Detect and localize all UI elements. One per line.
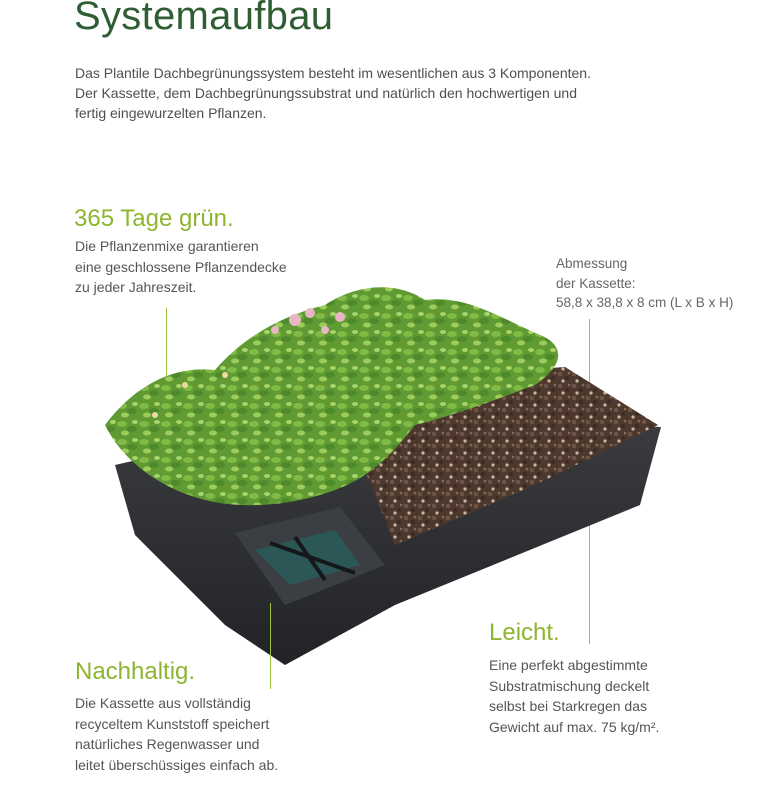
sustainable-line: Die Kassette aus vollständig (75, 695, 251, 711)
sustainable-line: leitet überschüssiges einfach ab. (75, 756, 279, 773)
sustainable-leader-line (270, 603, 271, 689)
light-line: Gewicht auf max. 75 kg/m². (489, 718, 660, 735)
green-line: eine geschlossene Pflanzendecke (75, 258, 287, 275)
green-line: Die Pflanzenmixe garantieren (75, 238, 259, 254)
intro-line: Das Plantile Dachbegrünungssystem besteht im wesentlichen aus 3 Komponenten. (75, 65, 591, 81)
dimensions-line: der Kassette: (556, 275, 636, 291)
light-line: selbst bei Starkregen das (489, 698, 647, 714)
sustainable-heading: Nachhaltig. (75, 658, 196, 685)
light-line: Substratmischung deckelt (489, 677, 650, 694)
light-text (489, 655, 659, 737)
green-line: zu jeder Jahreszeit. (75, 279, 197, 295)
page-title: Systemaufbau (74, 0, 334, 38)
dimensions-line: 58,8 x 38,8 x 8 cm (L x B x H) (556, 295, 734, 310)
dimensions-line: Abmessung (556, 256, 628, 271)
intro-text (75, 63, 635, 123)
intro-line: Der Kassette, dem Dachbegrünungssubstrat und natürlich den hochwertigen und (75, 85, 577, 101)
intro-line: fertig eingewurzelten Pflanzen. (75, 105, 267, 121)
green-roof-cassette-image (95, 275, 675, 675)
sustainable-line: natürliches Regenwasser und (75, 736, 260, 752)
light-line: Eine perfekt abgestimmte (489, 657, 648, 673)
sustainable-text (75, 693, 278, 775)
green-heading: 365 Tage grün. (74, 205, 234, 232)
sustainable-line: recyceltem Kunststoff speichert (75, 715, 270, 732)
light-heading: Leicht. (489, 619, 560, 646)
